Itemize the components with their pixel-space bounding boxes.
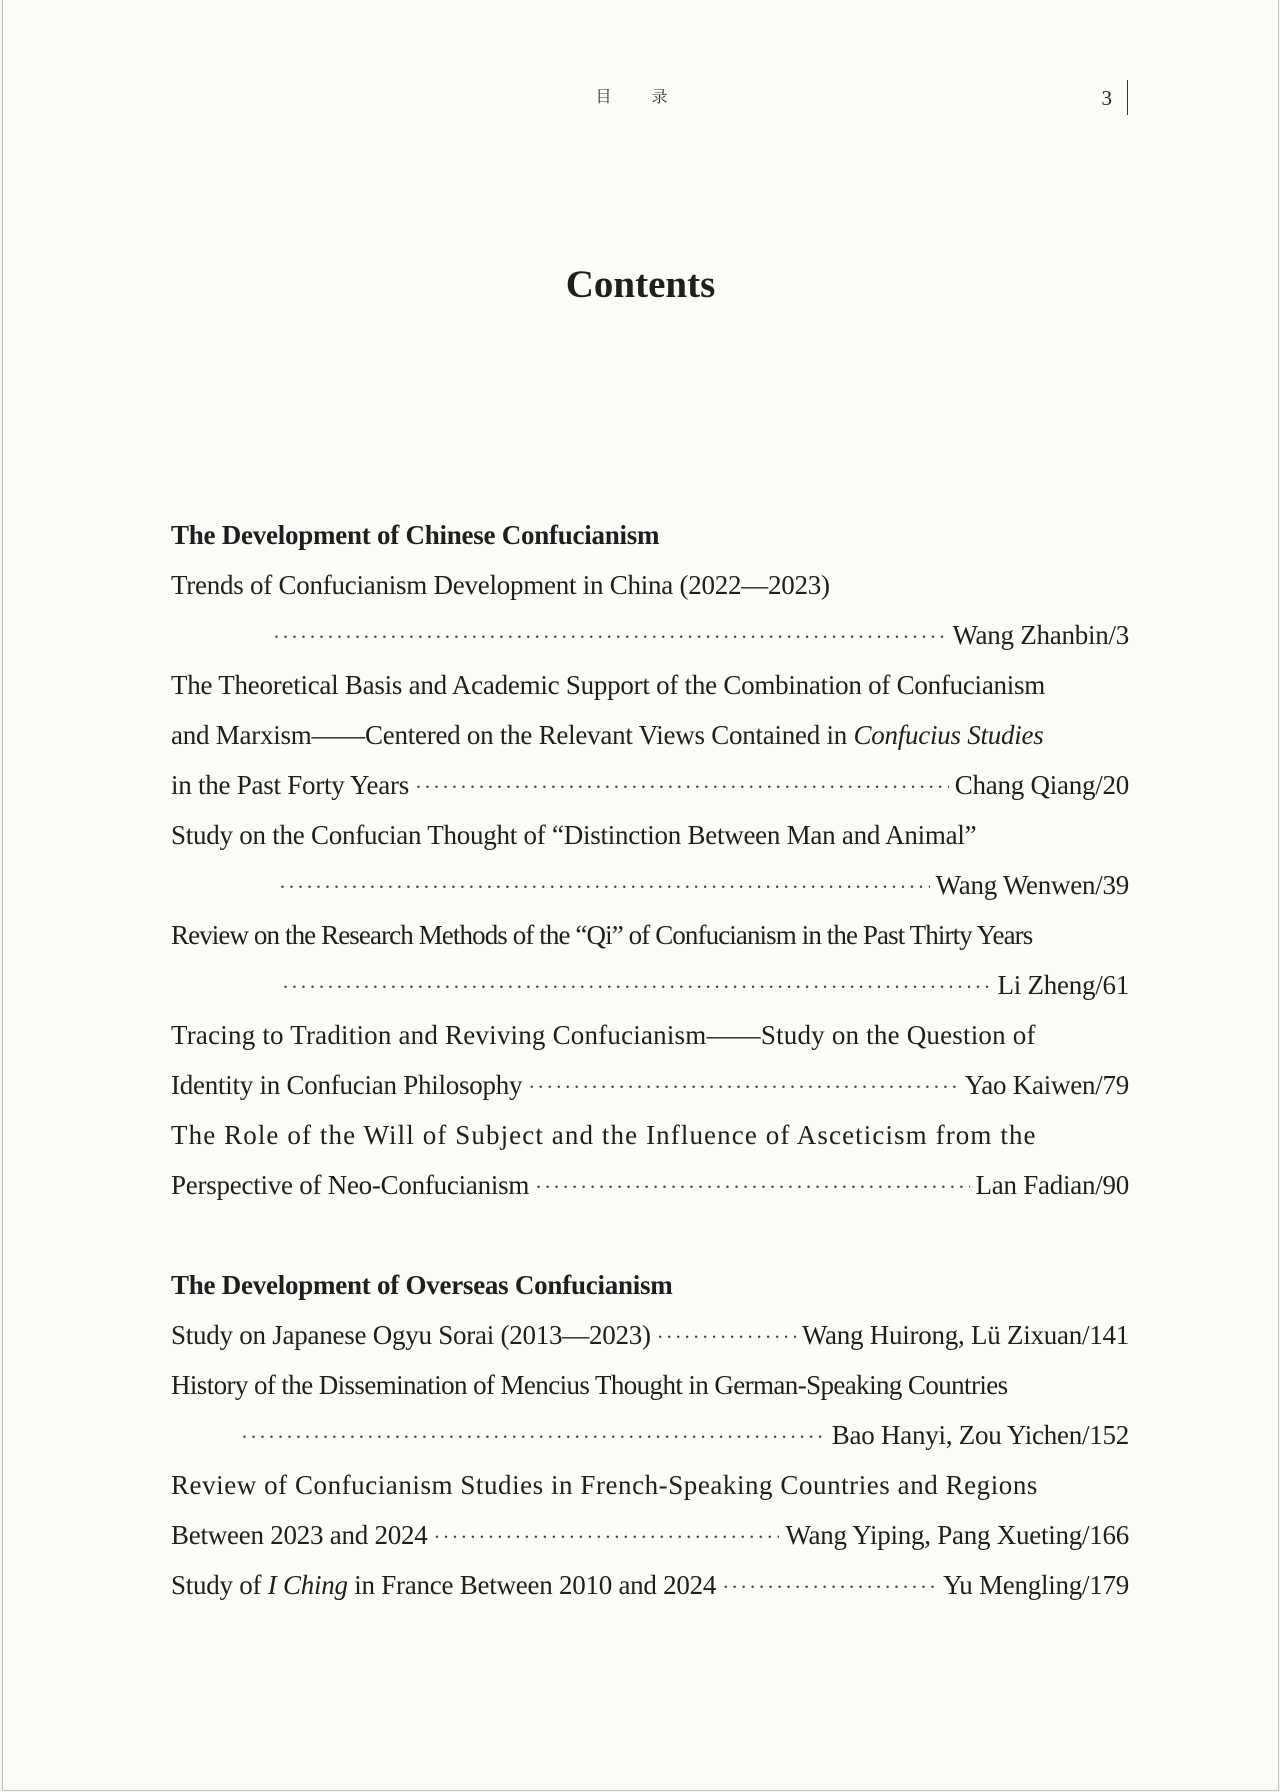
toc-entry-leader-line[interactable] — [171, 863, 1129, 913]
toc-entry-author-page: Wang Huirong, Lü Zixuan/141 — [801, 1320, 1129, 1350]
section-spacer — [171, 1213, 1129, 1263]
section-heading-overseas: The Development of Overseas Confucianism — [171, 1270, 673, 1300]
toc-entry-author-page: Bao Hanyi, Zou Yichen/152 — [831, 1420, 1129, 1450]
toc-entry-author-page: Lan Fadian/90 — [975, 1170, 1129, 1200]
toc-entry-title-part: in the Past Forty Years — [171, 770, 410, 800]
toc-entry-leader-line[interactable] — [171, 763, 1129, 813]
toc-entry-title-part: Study of — [171, 1570, 268, 1600]
toc-entry-leader-line[interactable] — [171, 613, 1129, 663]
toc-entry-leader-line[interactable] — [171, 1163, 1129, 1213]
toc-entry-title-part: and Marxism——Centered on the Relevant Views Contained in — [171, 720, 854, 750]
toc-entry-author-page: Wang Wenwen/39 — [935, 870, 1129, 900]
dot-leader — [722, 1565, 937, 1609]
dot-leader — [415, 765, 949, 809]
toc-entry-title-part: Perspective of Neo-Confucianism — [171, 1170, 530, 1200]
dot-leader — [657, 1315, 796, 1359]
toc-entry-author-page: Yao Kaiwen/79 — [964, 1070, 1129, 1100]
toc-entry-leader-line[interactable] — [171, 1313, 1129, 1363]
toc-entry-title[interactable]: Study on the Confucian Thought of “Distinction Between Man and Animal” — [171, 820, 977, 850]
toc-entry-leader-line[interactable] — [171, 1413, 1129, 1463]
toc-entry-title[interactable]: Review on the Research Methods of the “Qi” of Confucianism in the Past Thirty Years — [171, 920, 1033, 950]
toc-entry-leader-line[interactable] — [171, 963, 1129, 1013]
toc-entry-title[interactable]: Tracing to Tradition and Reviving Confucianism——Study on the Question of — [171, 1020, 1036, 1050]
running-head: 目 录 — [595, 89, 686, 106]
dot-leader — [535, 1165, 969, 1209]
toc-entry-italic-title: I Ching — [267, 1570, 348, 1600]
toc-entry-title[interactable]: The Theoretical Basis and Academic Support of the Combination of Confucianism — [171, 670, 1046, 700]
toc-entry-title — [171, 1563, 716, 1607]
dot-leader — [528, 1065, 959, 1109]
contents-title: Contents — [565, 263, 716, 306]
toc-entry-title[interactable]: Trends of Confucianism Development in China (2022—2023) — [171, 570, 830, 600]
toc-entry-title-part: Between 2023 and 2024 — [171, 1520, 428, 1550]
toc-entry-author-page: Li Zheng/61 — [997, 970, 1129, 1000]
toc-entry-title[interactable]: The Role of the Will of Subject and the Influence of Asceticism from the — [171, 1120, 1037, 1150]
dot-leader — [241, 1415, 826, 1459]
toc-entry-leader-line[interactable] — [171, 1063, 1129, 1113]
document-page — [2, 0, 1279, 1791]
toc-entry-title-part: Identity in Confucian Philosophy — [171, 1070, 523, 1100]
page-number: 3 — [1101, 86, 1112, 110]
dot-leader — [279, 865, 930, 909]
toc-entry-italic-title: Confucius Studies — [853, 720, 1044, 750]
toc-entry-title[interactable]: Review of Confucianism Studies in French-Speaking Countries and Regions — [171, 1470, 1038, 1500]
dot-leader — [273, 615, 946, 659]
toc-entry-title: Study on Japanese Ogyu Sorai (2013—2023) — [171, 1320, 651, 1350]
toc-entry-leader-line[interactable] — [171, 1563, 1129, 1613]
toc-entry-leader-line[interactable] — [171, 1513, 1129, 1563]
toc-entry-title[interactable]: History of the Dissemination of Mencius Thought in German-Speaking Countries — [171, 1370, 1008, 1400]
section-heading-chinese: The Development of Chinese Confucianism — [171, 520, 660, 550]
table-of-contents — [171, 513, 1129, 1613]
toc-entry-author-page: Yu Mengling/179 — [942, 1570, 1129, 1600]
page-number-rule — [1127, 80, 1128, 115]
toc-entry-title-part: in France Between 2010 and 2024 — [347, 1570, 717, 1600]
dot-leader — [282, 965, 992, 1009]
toc-entry-author-page: Chang Qiang/20 — [954, 770, 1129, 800]
toc-entry-title-continued[interactable] — [171, 713, 1129, 763]
toc-entry-author-page: Wang Yiping, Pang Xueting/166 — [785, 1520, 1129, 1550]
toc-entry-author-page: Wang Zhanbin/3 — [952, 620, 1129, 650]
dot-leader — [433, 1515, 779, 1559]
